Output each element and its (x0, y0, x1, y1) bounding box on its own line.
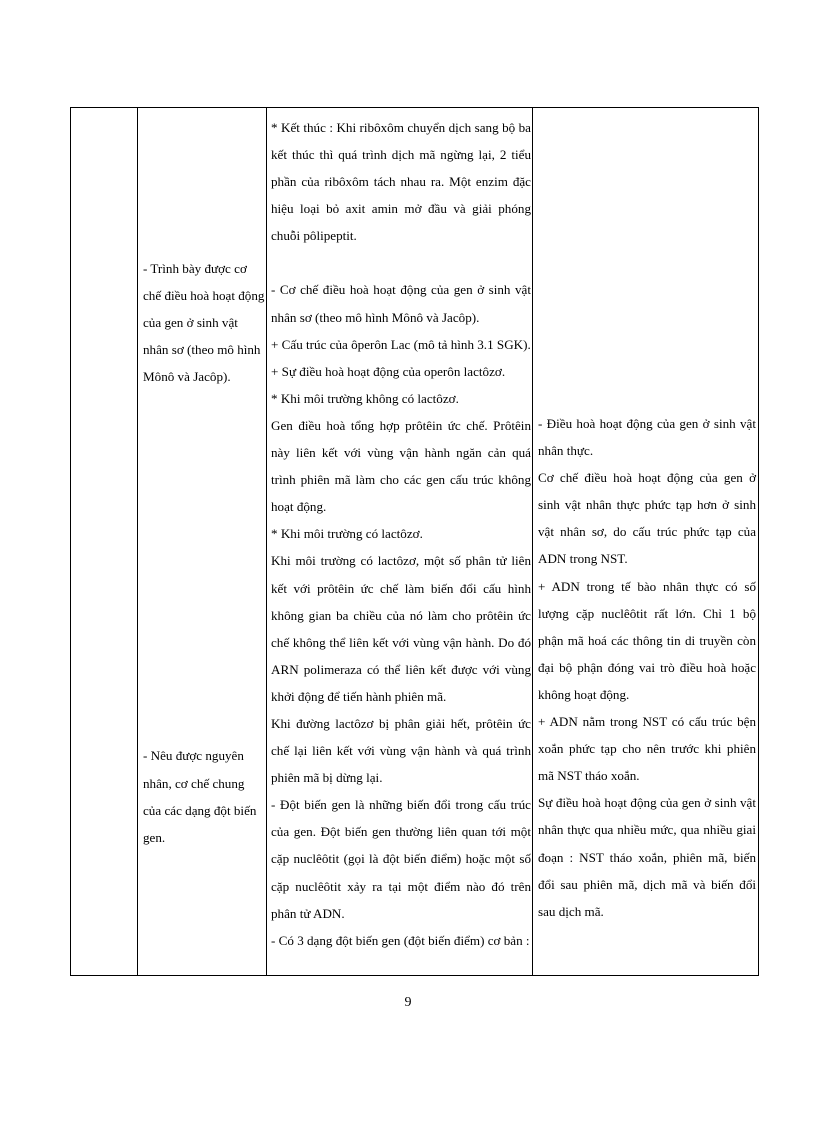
paragraph: - Có 3 dạng đột biến gen (đột biến điểm) cơ bản : (271, 932, 530, 948)
page-number: 9 (404, 995, 412, 1010)
paragraph: + ADN nằm trong NST có cấu trúc bện xoắn phức tạp cho nên trước khi phiên mã NST tháo xoắn. (538, 714, 756, 784)
extension-column (538, 108, 756, 925)
column-divider (137, 108, 138, 975)
column-divider (266, 108, 267, 975)
paragraph: - Đột biến gen là những biến đổi trong cấu trúc của gen. Đột biến gen thường liên quan tới một cặp nuclêôtit (gọi là đột biến điểm) hoặc một số cặp nuclêôtit xảy ra tại một điểm nào đó trên phân tử ADN. (271, 797, 531, 921)
paragraph: + ADN trong tế bào nhân thực có số lượng cặp nuclêôtit rất lớn. Chỉ 1 bộ phận mã hoá các thông tin di truyền còn đại bộ phận đóng vai trò điều hoà hoặc không hoạt động. (538, 578, 756, 702)
column-divider (532, 108, 533, 975)
paragraph: * Khi môi trường không có lactôzơ. (271, 390, 459, 406)
paragraph: Khi môi trường có lactôzơ, một số phân tử liên kết với prôtêin ức chế làm biến đổi cấu hình không gian ba chiều của nó làm cho prôtêin ức chế không thể liên kết với vùng vận hành. Do đó ARN polimeraza có thể liên kết được với vùng khởi động để tiến hành phiên mã. (271, 553, 531, 704)
objective-gene-mutation: - Nêu được nguyên nhân, cơ chế chung của các dạng đột biến gen. (143, 748, 257, 845)
objective-gene-regulation: - Trình bày được cơ chế điều hoà hoạt động của gen ở sinh vật nhân sơ (theo mô hình Mônô và Jacôp). (143, 261, 265, 385)
objectives-column (143, 108, 265, 851)
paragraph: Sự điều hoà hoạt động của gen ở sinh vật nhân thực qua nhiều mức, qua nhiều giai đoạn : NST tháo xoắn, phiên mã, biến đổi sau phiên mã, dịch mã và biến đổi sau dịch mã. (538, 795, 756, 919)
paragraph: * Kết thúc : Khi ribôxôm chuyển dịch sang bộ ba kết thúc thì quá trình dịch mã ngừng lại, 2 tiểu phần của ribôxôm tách nhau ra. Một enzim đặc hiệu loại bỏ axit amin mở đầu và giải phóng chuỗi pôlipeptit. (271, 120, 531, 244)
paragraph: * Khi môi trường có lactôzơ. (271, 526, 423, 542)
content-table (70, 107, 759, 976)
paragraph: - Cơ chế điều hoà hoạt động của gen ở sinh vật nhân sơ (theo mô hình Mônô và Jacôp). (271, 282, 531, 325)
paragraph: Khi đường lactôzơ bị phân giải hết, prôtêin ức chế lại liên kết với vùng vận hành và quá trình phiên mã bị dừng lại. (271, 715, 531, 786)
paragraph: Cơ chế điều hoà hoạt động của gen ở sinh vật nhân thực phức tạp hơn ở sinh vật nhân sơ, do cấu trúc phức tạp của ADN trong NST. (538, 470, 756, 567)
paragraph: - Điều hoà hoạt động của gen ở sinh vật nhân thực. (538, 416, 756, 459)
paragraph: Gen điều hoà tổng hợp prôtêin ức chế. Prôtêin này liên kết với vùng vận hành ngăn cản quá trình phiên mã làm cho các gen cấu trúc không hoạt động. (271, 417, 531, 515)
paragraph: + Sự điều hoà hoạt động của operôn lactôzơ. (271, 363, 506, 379)
content-column (271, 108, 531, 954)
paragraph: + Cấu trúc của ôperôn Lac (mô tả hình 3.1 SGK). (271, 336, 531, 352)
